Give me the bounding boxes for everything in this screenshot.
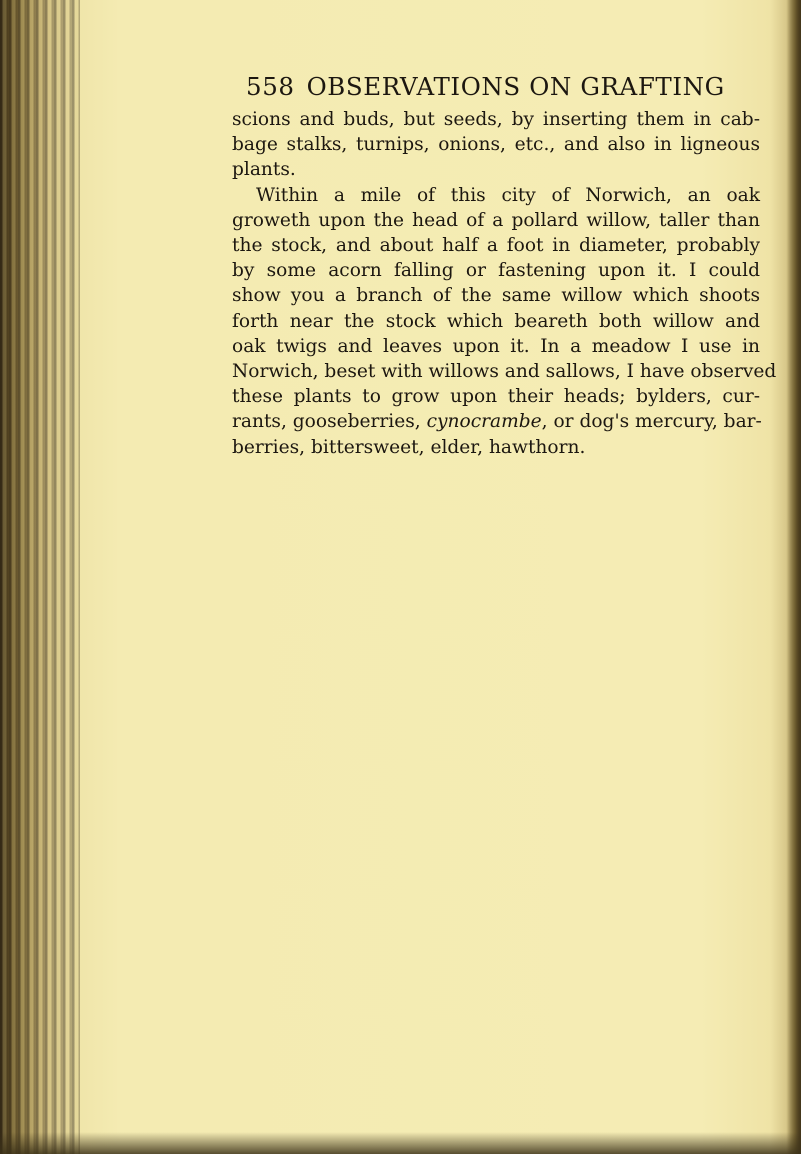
text-line: oak twigs and leaves upon it. In a meadow I use in [232,335,760,357]
text-line: by some acorn falling or fastening upon it. I could [232,260,760,282]
text-line: Within a mile of this city of Norwich, an oak [256,184,760,206]
text-line: the stock, and about half a foot in diameter, probably [232,235,760,257]
running-head [246,72,760,101]
text-line: berries, bittersweet, elder, hawthorn. [232,436,586,458]
text-line: show you a branch of the same willow which shoots [232,285,760,307]
text-line: forth near the stock which beareth both willow and [232,310,760,332]
italic-term: cynocrambe [426,411,542,433]
text-line: these plants to grow upon their heads; bylders, cur- [232,386,760,408]
running-title: OBSERVATIONS ON GRAFTING [306,72,725,101]
text-line: plants. [232,159,296,181]
text-line: groweth upon the head of a pollard willow, taller than [232,209,760,231]
page-gutter [0,0,80,1154]
paragraph-continuation [232,107,760,183]
text-segment: rants, gooseberries, [232,411,427,433]
text-segment: , or dog's mercury, bar- [541,411,762,433]
text-line: scions and buds, but seeds, by inserting them in cab- [232,109,760,130]
text-line [232,409,760,434]
text-block [232,72,777,460]
page-edge-right [787,0,801,1154]
text-line: bage stalks, turnips, onions, etc., and also in ligneous [232,134,760,156]
page-edge-bottom [0,1132,801,1154]
page-number: 558 [246,72,295,101]
paragraph-norwich-oak [232,183,777,460]
text-line: Norwich, beset with willows and sallows, I have observed [232,361,777,383]
